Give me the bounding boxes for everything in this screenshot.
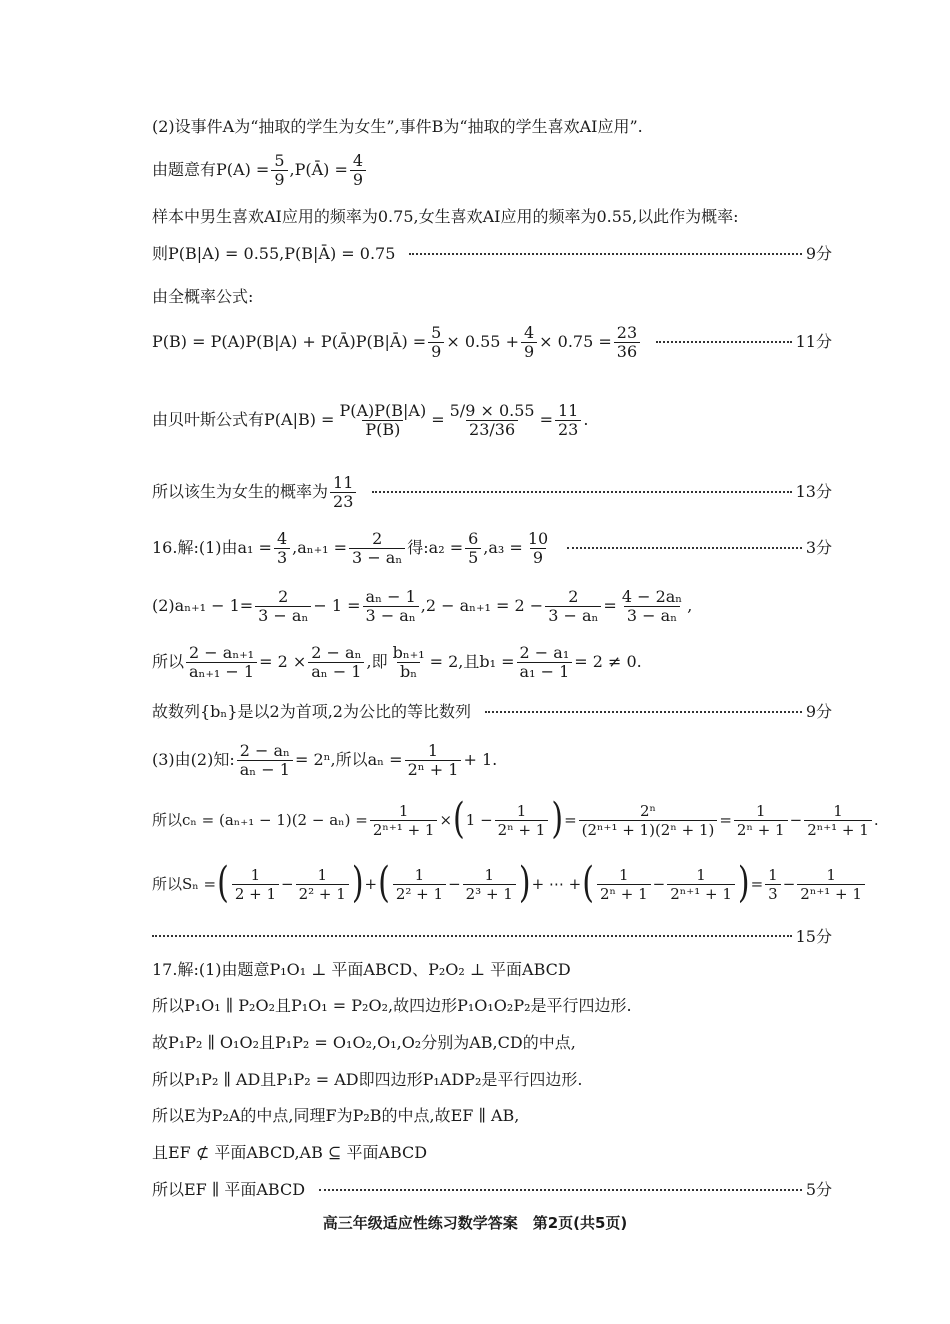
fraction: $\frac{23}{36}$ <box>614 324 640 361</box>
fraction: $\frac{1}{2 + 1}$ <box>232 866 279 903</box>
fraction: $\frac{5}{9}$ <box>271 152 287 189</box>
fraction: $\frac{2}{\text{3 − aₙ}}$ <box>349 530 405 567</box>
line-q17-ef-parallel: 所以E为P₂A的中点,同理F为P₂B的中点,故EF ∥ AB, <box>152 1106 520 1125</box>
left-paren: ( <box>378 858 390 908</box>
fraction: $\frac{\text{2ⁿ}}{\text{(2ⁿ⁺¹ + 1)(2ⁿ + 1)}}$ <box>579 802 718 839</box>
fraction: $\frac{1}{\text{2ⁿ + 1}}$ <box>734 802 788 839</box>
fraction: $\frac{2}{\text{3 − aₙ}}$ <box>255 588 311 625</box>
left-paren: ( <box>453 794 465 844</box>
fraction: $\frac{1}{\text{2ⁿ + 1}}$ <box>405 742 462 779</box>
score-points: 11分 <box>795 332 832 351</box>
line-female-prob: 所以该生为女生的概率为 $\frac{11}{23}$ 13分 <box>152 472 832 511</box>
fraction: $\frac{1}{\text{2ⁿ + 1}}$ <box>597 866 651 903</box>
right-paren: ) <box>351 858 364 908</box>
right-paren: ) <box>518 858 531 908</box>
line-event-definition: (2)设事件A为“抽取的学生为女生”,事件B为“抽取的学生喜欢AI应用”. <box>152 117 643 136</box>
dot-leader <box>319 1189 802 1191</box>
line-total-prob: P(B) = P(A)P(B|A) + P(Ā)P(B|Ā) = $\frac{5}{9}$ × 0.55 + $\frac{4}{9}$ × 0.75 = $\frac{23}{36}$ 11分 <box>152 322 832 361</box>
line-q16-ratio: 所以 $\frac{\text{2 − aₙ₊₁}}{\text{aₙ₊₁ − 1}}$ = 2 × $\frac{\text{2 − aₙ}}{\text{aₙ − 1}}$ ,即 $\frac{\text{bₙ₊₁}}{\text{bₙ}}$ = 2,且b₁ = $\frac{\text{2 − a₁}}{\text{a₁ − 1}}$ = 2 ≠ 0. <box>152 642 642 681</box>
fraction: $\frac{\text{2 − aₙ}}{\text{aₙ − 1}}$ <box>237 742 293 779</box>
fraction: $\frac{\text{2 − aₙ}}{\text{aₙ − 1}}$ <box>308 644 364 681</box>
fraction: $\frac{5}{9}$ <box>428 324 444 361</box>
line-q17-subset: 且EF ⊄ 平面ABCD,AB ⊆ 平面ABCD <box>152 1143 428 1162</box>
line-q17-parallelogram2: 所以P₁P₂ ∥ AD且P₁P₂ = AD即四边形P₁ADP₂是平行四边形. <box>152 1070 583 1089</box>
right-paren: ) <box>737 858 750 908</box>
line-total-prob-heading: 由全概率公式: <box>152 287 254 306</box>
left-paren: ( <box>217 858 229 908</box>
fraction: $\frac{1}{\text{2ⁿ⁺¹ + 1}}$ <box>804 802 872 839</box>
line-geometric-sequence: 故数列{bₙ}是以2为首项,2为公比的等比数列 9分 <box>152 702 832 721</box>
line-q16-part1: 16.解:(1)由a₁ = $\frac{4}{3}$ ,aₙ₊₁ = $\frac{2}{\text{3 − aₙ}}$ 得:a₂ = $\frac{6}{5}$ ,a₃ = $\frac{10}{9}$ 3分 <box>152 528 832 567</box>
fraction: $\frac{\text{2 − a₁}}{\text{a₁ − 1}}$ <box>517 644 573 681</box>
fraction: $\frac{1}{\text{2³ + 1}}$ <box>463 866 516 903</box>
line-q17-parallelogram1: 所以P₁O₁ ∥ P₂O₂且P₁O₁ = P₂O₂,故四边形P₁O₁O₂P₂是平行四边形. <box>152 996 632 1015</box>
fraction: $\frac{11}{23}$ <box>555 402 581 439</box>
fraction: $\frac{P(A)P(B|A)}{P(B)}$ <box>339 400 427 439</box>
fraction: $\frac{6}{5}$ <box>465 530 481 567</box>
fraction: $\frac{2}{\text{3 − aₙ}}$ <box>545 588 601 625</box>
line-sn-score <box>152 924 832 947</box>
line-prob-a: 由题意有P(A) = $\frac{5}{9}$ ,P(Ā) = $\frac{4}{9}$ <box>152 150 832 190</box>
score-points: 13分 <box>795 482 832 501</box>
fraction: $\frac{\text{4 − 2aₙ}}{\text{3 − aₙ}}$ <box>621 586 683 625</box>
fraction: $\frac{1}{\text{2ⁿ⁺¹ + 1}}$ <box>370 802 438 839</box>
line-q17-start: 17.解:(1)由题意P₁O₁ ⊥ 平面ABCD、P₂O₂ ⊥ 平面ABCD <box>152 960 571 979</box>
right-paren: ) <box>551 794 564 844</box>
score-points: 5分 <box>805 1180 832 1199</box>
fraction: $\frac{4}{9}$ <box>350 152 366 189</box>
compound-fraction: $\frac{5/9 \times 0.55}{23/36}$ <box>449 400 535 439</box>
dot-leader <box>567 547 802 549</box>
fraction: $\frac{4}{9}$ <box>521 324 537 361</box>
score-points: 9分 <box>805 244 832 263</box>
score-points: 9分 <box>805 702 832 721</box>
fraction: $\frac{\text{bₙ₊₁}}{\text{bₙ}}$ <box>392 642 425 681</box>
line-sample-frequency: 样本中男生喜欢AI应用的频率为0.75,女生喜欢AI应用的频率为0.55,以此作为概率: <box>152 207 739 226</box>
line-q16-part3: (3)由(2)知: $\frac{\text{2 − aₙ}}{\text{aₙ − 1}}$ = 2ⁿ,所以aₙ = $\frac{1}{\text{2ⁿ + 1}}$ + 1. <box>152 740 498 779</box>
dot-leader <box>372 491 791 493</box>
line-sn: 所以Sₙ = ( $\frac{1}{2 + 1}$ − $\frac{1}{\text{2² + 1}}$ ) + ( $\frac{1}{\text{2² + 1}}$ − $\frac{1}{\text{2³ + 1}}$ ) + ⋯ + ( $\frac{1}{\text{2ⁿ + 1}}$ − $\frac{1}{\text{2ⁿ⁺¹ + 1}}$ ) = $\frac{1}{3}$ − $\frac{1}{\text{2ⁿ⁺¹ + 1}}$ <box>152 860 832 908</box>
score-points: 15分 <box>795 927 832 946</box>
fraction: $\frac{1}{\text{2² + 1}}$ <box>296 866 349 903</box>
left-paren: ( <box>582 858 594 908</box>
line-q17-midpoints: 故P₁P₂ ∥ O₁O₂且P₁P₂ = O₁O₂,O₁,O₂分别为AB,CD的中点, <box>152 1033 576 1052</box>
fraction: $\frac{1}{3}$ <box>765 866 781 903</box>
line-bayes: 由贝叶斯公式有P(A|B) = $\frac{P(A)P(B|A)}{P(B)}$ = $\frac{5/9 \times 0.55}{23/36}$ = $\frac{11}{23}$ . <box>152 400 589 439</box>
dot-leader <box>152 935 792 937</box>
dot-leader <box>485 711 802 713</box>
dot-leader <box>656 341 792 343</box>
fraction: $\frac{1}{\text{2ⁿ⁺¹ + 1}}$ <box>797 866 865 903</box>
fraction: $\frac{4}{3}$ <box>274 530 290 567</box>
line-q16-part2: (2)aₙ₊₁ − 1= $\frac{2}{\text{3 − aₙ}}$ − 1 = $\frac{\text{aₙ − 1}}{\text{3 − aₙ}}$ ,2 − aₙ₊₁ = 2 − $\frac{2}{\text{3 − aₙ}}$ = $\frac{\text{4 − 2aₙ}}{\text{3 − aₙ}}$ , <box>152 586 693 625</box>
line-cn: 所以cₙ = (aₙ₊₁ − 1)(2 − aₙ) = $\frac{1}{\text{2ⁿ⁺¹ + 1}}$ × ( 1 − $\frac{1}{\text{2ⁿ + 1}}$ ) = $\frac{\text{2ⁿ}}{\text{(2ⁿ⁺¹ + 1)(2ⁿ + 1)}}$ = $\frac{1}{\text{2ⁿ + 1}}$ − $\frac{1}{\text{2ⁿ⁺¹ + 1}}$ . <box>152 794 879 844</box>
line-q17-conclusion: 所以EF ∥ 平面ABCD 5分 <box>152 1180 832 1199</box>
line-conditional-prob: 则P(B|A) = 0.55,P(B|Ā) = 0.75 9分 <box>152 244 832 263</box>
score-points: 3分 <box>805 538 832 557</box>
fraction: $\frac{1}{\text{2² + 1}}$ <box>393 866 446 903</box>
fraction: $\frac{10}{9}$ <box>527 528 549 567</box>
fraction: $\frac{1}{\text{2ⁿ + 1}}$ <box>495 802 549 839</box>
dot-leader <box>409 253 801 255</box>
fraction: $\frac{\text{2 − aₙ₊₁}}{\text{aₙ₊₁ − 1}}$ <box>186 644 257 681</box>
fraction: $\frac{1}{\text{2ⁿ⁺¹ + 1}}$ <box>667 866 735 903</box>
fraction: $\frac{\text{aₙ − 1}}{\text{3 − aₙ}}$ <box>363 588 419 625</box>
page-footer: 高三年级适应性练习数学答案 第2页(共5页) <box>322 1214 628 1232</box>
fraction: $\frac{11}{23}$ <box>330 474 356 511</box>
